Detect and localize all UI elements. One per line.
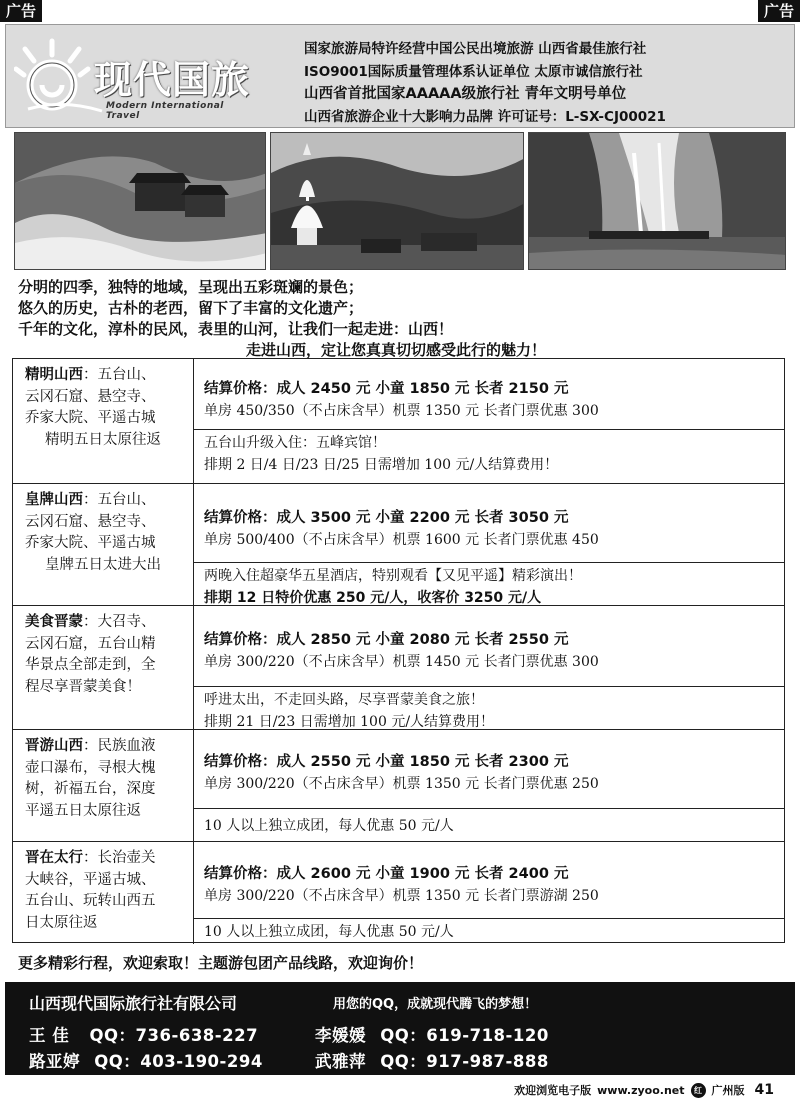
tour-desc-line: 乔家大院、平遥古城 (25, 410, 156, 426)
price-line: 结算价格：成人 2850 元 小童 2080 元 长者 2550 元 (204, 632, 569, 648)
tour-name: 晋在太行 (25, 850, 83, 866)
website-url: www.zyoo.net (597, 1083, 685, 1097)
tour-desc-line: 云冈石窟、悬空寺、 (25, 388, 156, 405)
edition-label: 广州版 (711, 1084, 745, 1097)
tour-name: 晋游山西 (25, 738, 83, 754)
header-line-4: 山西省旅游企业十大影响力品牌 许可证号：L-SX-CJ00021 (304, 109, 666, 125)
sun-logo-icon (14, 35, 104, 119)
header-line-3: 山西省首批国家AAAAA级旅行社 青年文明号单位 (304, 86, 627, 102)
tour-pricing (194, 606, 784, 729)
tour-note: 两晚入住超豪华五星酒店，特别观看【又见平遥】精彩演出！ (204, 568, 582, 584)
price-line: 结算价格：成人 2600 元 小童 1900 元 长者 2400 元 (204, 866, 569, 882)
company-name: 山西现代国际旅行社有限公司 (29, 994, 238, 1013)
room-line: 单房 300/220（不占床含早）机票 1350 元 长者门票优惠 250 (204, 776, 599, 792)
tour-note: 排期 2 日/4 日/23 日/25 日需增加 100 元/人结算费用！ (204, 457, 559, 473)
logo (14, 35, 254, 119)
tour-description (13, 484, 194, 605)
tour-desc-line: 云冈石窟、悬空寺、 (25, 513, 156, 530)
intro-line-2: 悠久的历史，古朴的老西，留下了丰富的文化遗产； (18, 299, 364, 317)
tour-desc-line: ：民族血液 (83, 738, 156, 754)
tour-desc-line: 华景点全部走到，全 (25, 657, 156, 673)
tour-desc-line: 大峡谷，平遥古城、 (25, 871, 156, 888)
contact-qq: QQ：736-638-227 (89, 1026, 259, 1045)
tour-ending: 精明五日太原往返 (45, 431, 161, 448)
welcome-text: 欢迎浏览电子版 (514, 1084, 592, 1097)
room-line: 单房 300/220（不占床含早）机票 1350 元 长者门票游湖 250 (204, 888, 599, 904)
contact-entry (315, 1048, 549, 1072)
contact-name: 李媛媛 (315, 1026, 366, 1045)
photo-waterfall-canyon (528, 132, 786, 270)
page-number: 41 (754, 1082, 774, 1098)
tour-description (13, 606, 194, 729)
photo-white-pagoda (270, 132, 524, 270)
tour-note: 排期 21 日/23 日需增加 100 元/人结算费用！ (204, 714, 495, 730)
contact-name: 武雅萍 (315, 1052, 366, 1071)
contact-qq: QQ：403-190-294 (94, 1052, 263, 1071)
price-line: 结算价格：成人 2550 元 小童 1850 元 长者 2300 元 (204, 754, 569, 770)
tour-desc-line: 壶口瀑布，寻根大槐 (25, 759, 156, 776)
tour-pricing (194, 730, 784, 841)
price-line: 结算价格：成人 3500 元 小童 2200 元 长者 3050 元 (204, 510, 569, 526)
tour-row (13, 359, 784, 483)
tour-ending: 皇牌五日太进大出 (45, 556, 161, 573)
header-line-2: ISO9001国际质量管理体系认证单位 太原市诚信旅行社 (304, 64, 643, 80)
tour-desc-line: 程尽享晋蒙美食！ (25, 678, 141, 695)
more-info-line: 更多精彩行程，欢迎索取！主题游包团产品线路，欢迎询价！ (18, 954, 424, 972)
tour-description (13, 842, 194, 944)
room-line: 单房 300/220（不占床含早）机票 1450 元 长者门票优惠 300 (204, 654, 599, 670)
tour-row (13, 605, 784, 729)
page-footer (514, 1080, 800, 1100)
tour-desc-line: 平遥五日太原往返 (25, 802, 141, 819)
tour-desc-line: 树，祈福五台，深度 (25, 781, 156, 797)
price-line: 结算价格：成人 2450 元 小童 1850 元 长者 2150 元 (204, 381, 569, 397)
intro-line-1: 分明的四季，独特的地域，呈现出五彩斑斓的景色； (18, 278, 364, 296)
ad-label-right: 广告 (758, 0, 800, 22)
tour-desc-line: 日太原往返 (25, 914, 98, 931)
footer-slogan: 用您的QQ，成就现代腾飞的梦想！ (333, 997, 538, 1012)
tour-row (13, 729, 784, 841)
tour-desc-line: ：长治壶关 (83, 850, 156, 866)
tour-note: 呼进太出，不走回头路，尽享晋蒙美食之旅！ (204, 692, 484, 708)
contact-qq: QQ：917-987-888 (380, 1052, 549, 1071)
tour-note: 10 人以上独立成团，每人优惠 50 元/人 (204, 924, 454, 940)
tour-pricing (194, 842, 784, 944)
contact-qq: QQ：619-718-120 (380, 1026, 549, 1045)
tour-note: 排期 12 日特价优惠 250 元/人，收客价 3250 元/人 (204, 590, 542, 606)
intro-line-4: 走进山西，定让您真真切切感受此行的魅力！ (246, 341, 547, 359)
tour-pricing (194, 484, 784, 605)
tour-note: 五台山升级入住：五峰宾馆！ (204, 435, 386, 451)
tour-row (13, 483, 784, 605)
room-line: 单房 450/350（不占床含早）机票 1350 元 长者门票优惠 300 (204, 403, 599, 419)
ad-label-left: 广告 (0, 0, 42, 22)
tour-note: 10 人以上独立成团，每人优惠 50 元/人 (204, 818, 454, 834)
contact-name: 路亚婷 (29, 1052, 80, 1071)
tour-description (13, 730, 194, 841)
tour-description (13, 359, 194, 483)
edition-badge-icon: 红 (691, 1083, 706, 1098)
tour-name: 美食晋蒙 (25, 614, 83, 630)
tour-name: 精明山西 (25, 367, 83, 383)
tour-desc-line: 乔家大院、平遥古城 (25, 535, 156, 551)
tour-name: 皇牌山西 (25, 492, 83, 508)
tour-desc-line: ：大召寺、 (83, 614, 156, 630)
tour-row (13, 841, 784, 944)
photo-hanging-temple (14, 132, 266, 270)
room-line: 单房 500/400（不占床含早）机票 1600 元 长者门票优惠 450 (204, 532, 599, 548)
contact-entry (29, 1048, 263, 1072)
tour-desc-line: 云冈石窟，五台山精 (25, 635, 156, 652)
header-line-1: 国家旅游局特许经营中国公民出境旅游 山西省最佳旅行社 (304, 41, 647, 57)
contact-name: 王 佳 (29, 1026, 70, 1045)
tour-pricing (194, 359, 784, 483)
intro-line-3: 千年的文化，淳朴的民风，表里的山河，让我们一起走进：山西！ (18, 320, 454, 338)
logo-name-en: Modern International Travel (106, 101, 224, 121)
contact-footer (5, 982, 795, 1075)
photo-strip (14, 132, 786, 270)
tour-table (12, 358, 785, 943)
tour-desc-line: ：五台山、 (83, 367, 156, 383)
contact-entry (29, 1022, 258, 1046)
tour-desc-line: ：五台山、 (83, 492, 156, 508)
contact-entry (315, 1022, 549, 1046)
tour-desc-line: 五台山、玩转山西五 (25, 893, 156, 909)
header-banner (5, 24, 795, 128)
logo-name-cn: 现代国旅 (94, 57, 251, 102)
